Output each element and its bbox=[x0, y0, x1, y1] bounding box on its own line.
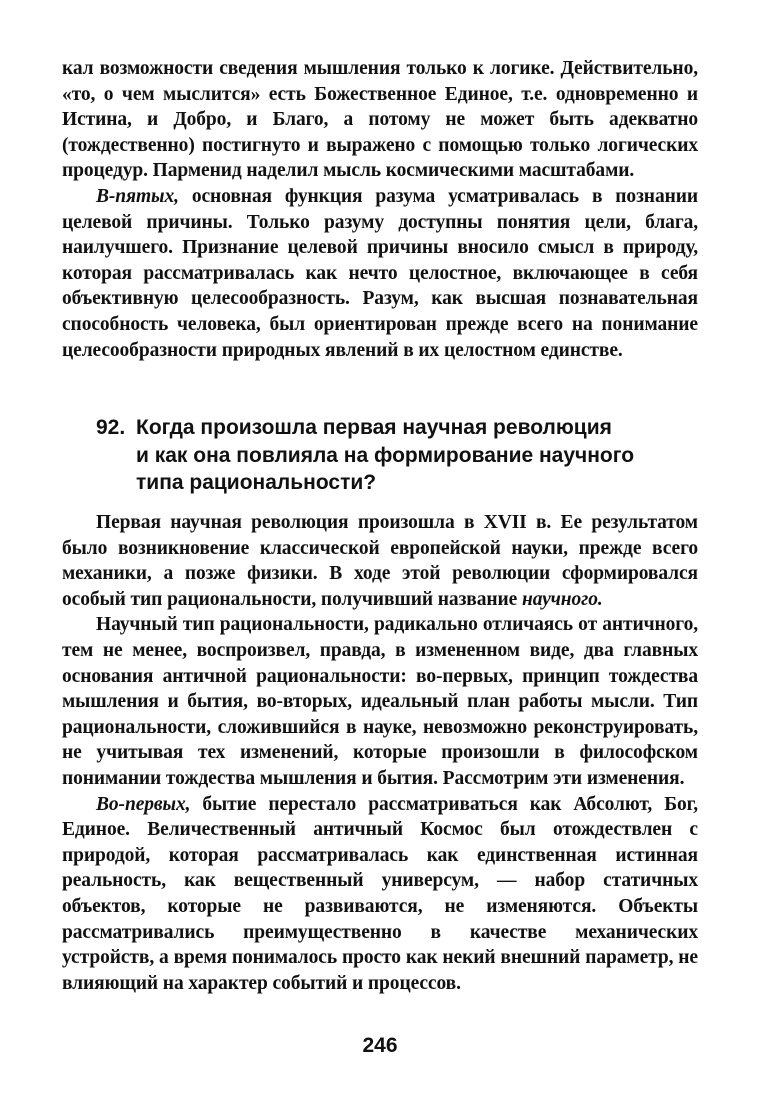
page-number: 246 bbox=[362, 1034, 398, 1057]
paragraph-revolution-body: Первая научная революция произошла в XVII в. Ее результатом было возникновение классической европейской науки, прежде всего механики, а позже физики. В ходе этой революции сформировался особый тип рациональности, получивший название bbox=[62, 512, 698, 610]
paragraph-fifth-body: основная функция разума усматривалась в познании целевой причины. Только разуму доступны понятия цели, блага, наилучшего. Признание целевой причины вносило смысл в природу, которая рассматривалась как нечто целостное, включающее в себя объективную целесообразность. Разум, как высшая познавательная способность человека, был ориентирован прежде всего на понимание целесообразности природных явлений в их целостном единстве. bbox=[62, 185, 698, 361]
paragraph-scientific-type: Научный тип рациональности, радикально отличаясь от античного, тем не менее, воспроизвел, правда, в измененном виде, два главных основания античной рациональности: во-первых, принцип тождества мышления и бытия, во-вторых, идеальный план работы мысли. Тип рациональности, сложившийся в науке, невозможно реконструировать, не учитывая тех изменений, которые произошли в философском понимании тождества мышления и бытия. Рассмотрим эти изменения. bbox=[62, 614, 698, 789]
paragraph-fifth bbox=[62, 184, 698, 363]
heading-line-2: и как она повлияла на формирование научного bbox=[136, 443, 635, 467]
paragraph-revolution bbox=[62, 510, 698, 612]
bottom-text-block bbox=[62, 510, 698, 996]
paragraph-first bbox=[62, 792, 698, 997]
paragraph-first-body: бытие перестало рассматриваться как Абсолют, Бог, Единое. Величественный античный Космос был отождествлен с природой, которая рассматривалась как единственная истинная реальность, как вещественный универсум, — набор статичных объектов, которые не развиваются, не изменяются. Объекты рассматривались преимущественно в качестве механических устройств, а время понималось просто как некий внешний параметр, не влияющий на характер событий и процессов. bbox=[62, 793, 698, 994]
heading-text-1: Когда произошла первая научная революция bbox=[136, 416, 612, 439]
paragraph-fifth-lead: В-пятых, bbox=[96, 185, 179, 207]
section-heading bbox=[96, 414, 686, 497]
heading-line-1 bbox=[96, 414, 686, 442]
section-number: 92. bbox=[96, 416, 126, 439]
paragraph-continuation: кал возможности сведения мышления только к логике. Действительно, «то, о чем мыслится» есть Божественное Единое, т.е. одновременно и Истина, и Добро, и Благо, а потому не может быть адекватно (тождественно) постигнуто и выражено с помощью только логических процедур. Парменид наделил мысль космическими масштабами. bbox=[62, 58, 698, 182]
paragraph-first-lead: Во-первых, bbox=[96, 793, 191, 815]
top-text-block bbox=[62, 56, 698, 363]
paragraph-revolution-em: научного. bbox=[522, 588, 603, 610]
heading-line-3: типа рациональности? bbox=[136, 471, 377, 494]
